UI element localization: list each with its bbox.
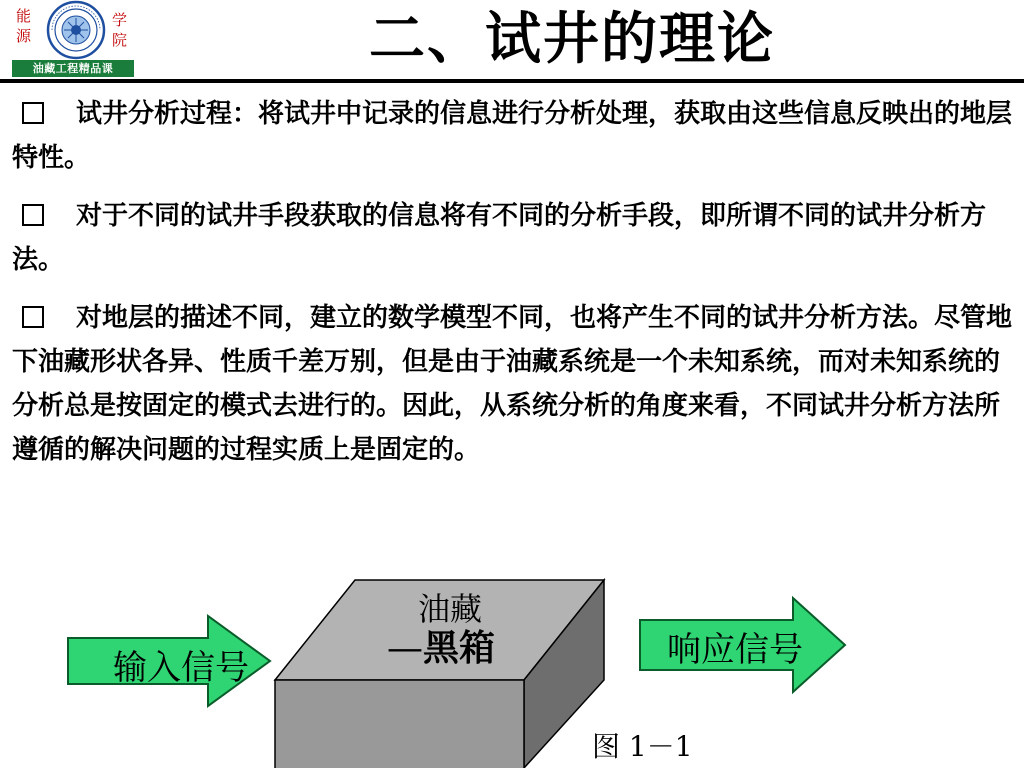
figure-caption: 图 1－1 — [592, 730, 693, 763]
bullet-item-3 — [12, 296, 1012, 472]
bullet-item-1 — [12, 92, 1012, 180]
square-bullet-icon — [22, 306, 44, 328]
page-title: 二、试井的理论 — [369, 7, 775, 72]
black-box-diagram — [0, 570, 1024, 768]
box-black-box-text: 黑箱 — [422, 627, 495, 669]
response-signal-label: 响应信号 — [667, 630, 803, 670]
header-divider — [0, 79, 1024, 83]
bullet-text-1: 试井分析过程：将试井中记录的信息进行分析处理，获取由这些信息反映出的地层特性。 — [12, 99, 1013, 173]
bullet-text-2: 对于不同的试井手段获取的信息将有不同的分析手段，即所谓不同的试井分析方法。 — [12, 201, 987, 275]
university-seal-icon — [44, 0, 108, 64]
box-top-label: 油藏 — [417, 590, 482, 628]
logo-char-yuan: 源 — [16, 27, 32, 45]
course-label: 油藏工程精品课 — [12, 60, 134, 77]
box-front-face — [275, 680, 524, 768]
logo-char-yuan2: 院 — [112, 31, 128, 49]
input-signal-label: 输入信号 — [113, 648, 249, 688]
logo-char-neng: 能 — [16, 7, 32, 25]
bullet-text-3: 对地层的描述不同，建立的数学模型不同，也将产生不同的试井分析方法。尽管地下油藏形状各异、性质千差万别，但是由于油藏系统是一个未知系统，而对未知系统的分析总是按固定的模式去进行的。因此，从系统分析的角度来看，不同试井分析方法所遵循的解决问题的过程实质上是固定的。 — [12, 303, 1013, 465]
bullet-item-2 — [12, 194, 1012, 282]
logo-char-xue: 学 — [112, 11, 128, 29]
school-logo — [12, 0, 132, 78]
square-bullet-icon — [22, 102, 44, 124]
box-dash: — — [386, 628, 423, 669]
bullet-list — [12, 92, 1012, 486]
square-bullet-icon — [22, 204, 44, 226]
box-bottom-label — [366, 620, 516, 671]
